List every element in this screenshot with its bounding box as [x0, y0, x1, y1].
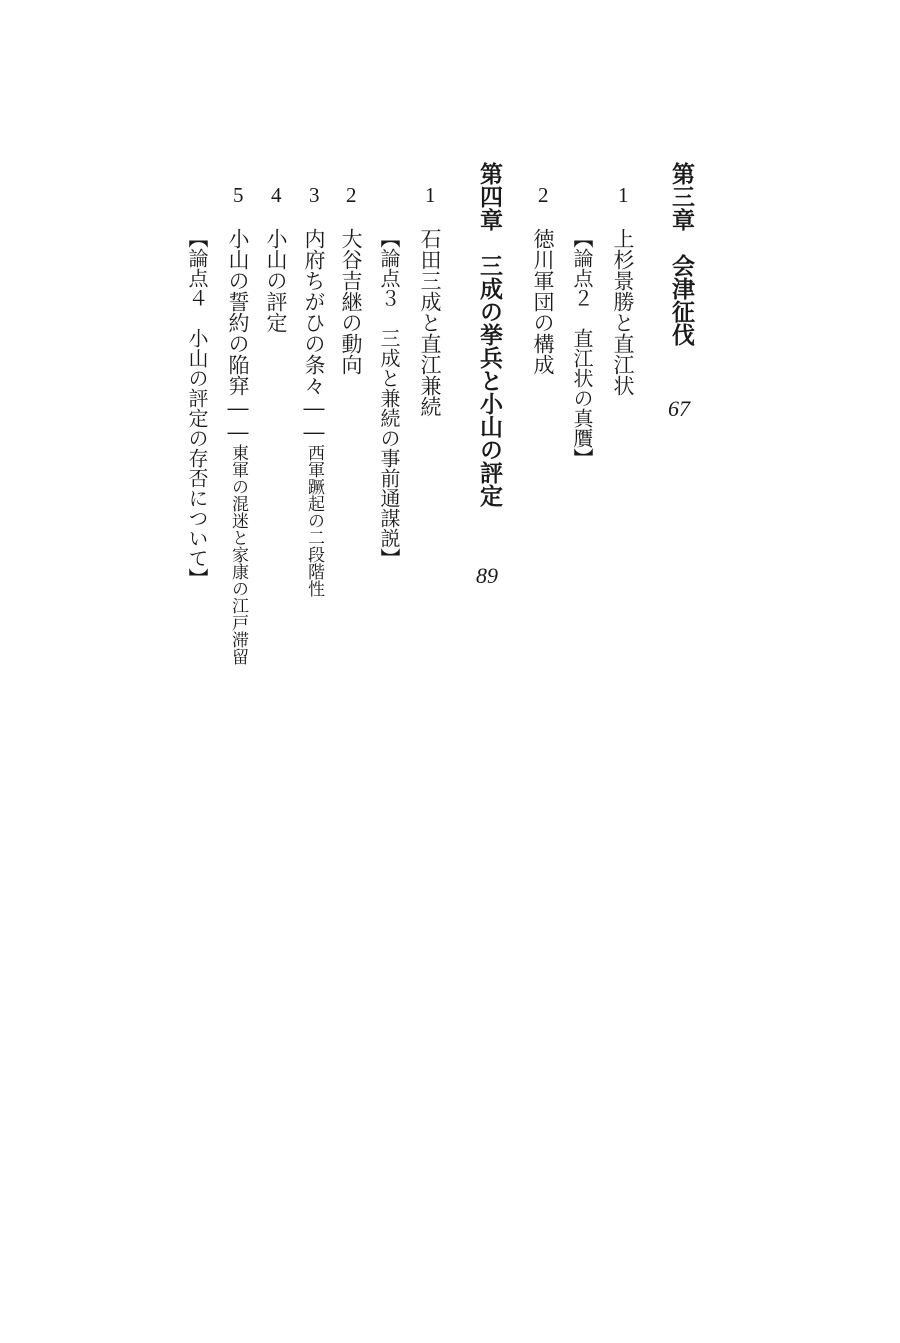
ch4-section-5-title-line [227, 228, 248, 665]
ch4-section-5-dash: ―― [226, 396, 250, 444]
chapter-4-heading [478, 162, 501, 507]
chapter-4-title: 三成の挙兵と小山の評定 [476, 254, 503, 507]
chapter-3-page: 67 [668, 396, 690, 421]
ch4-section-3-subtitle: 西軍蹶起の二段階性 [304, 444, 324, 597]
ch4-section-5-subtitle: 東軍の混迷と家康の江戸滞留 [228, 444, 248, 665]
ch3-section-1-number: 1 [618, 183, 629, 207]
ch4-section-2-title: 大谷吉継の動向 [339, 228, 363, 375]
ronten-3: 【論点３ 三成と兼続の事前通謀説】 [377, 228, 401, 568]
ch4-section-4-number: 4 [271, 183, 282, 207]
chapter-4-prefix: 第四章 [476, 162, 503, 231]
ch4-section-1-number: 1 [425, 183, 436, 207]
chapter-3-title: 会津征伐 [668, 254, 695, 346]
chapter-3-prefix: 第三章 [668, 162, 695, 231]
ch4-section-4-title: 小山の評定 [264, 228, 288, 333]
ch4-section-5-title: 小山の誓約の陥穽 [226, 228, 250, 396]
chapter-4-page: 89 [476, 563, 498, 588]
ronten-4: 【論点４ 小山の評定の存否について】 [185, 228, 209, 588]
ch4-section-3-number: 3 [309, 183, 320, 207]
ch3-section-2-number: 2 [538, 183, 549, 207]
ch4-section-3-title: 内府ちがひの条々 [302, 228, 326, 396]
ch4-section-2-number: 2 [346, 183, 357, 207]
chapter-3-heading [670, 162, 693, 346]
ch4-section-5-number: 5 [233, 183, 244, 207]
ch3-section-1-title: 上杉景勝と直江状 [611, 228, 635, 396]
ch3-section-2-title: 徳川軍団の構成 [531, 228, 555, 375]
ch4-section-3-title-line [303, 228, 324, 597]
ch4-section-1-title: 石田三成と直江兼続 [418, 228, 442, 417]
ronten-2: 【論点２ 直江状の真贋】 [570, 228, 594, 468]
ch4-section-3-dash: ―― [302, 396, 326, 444]
